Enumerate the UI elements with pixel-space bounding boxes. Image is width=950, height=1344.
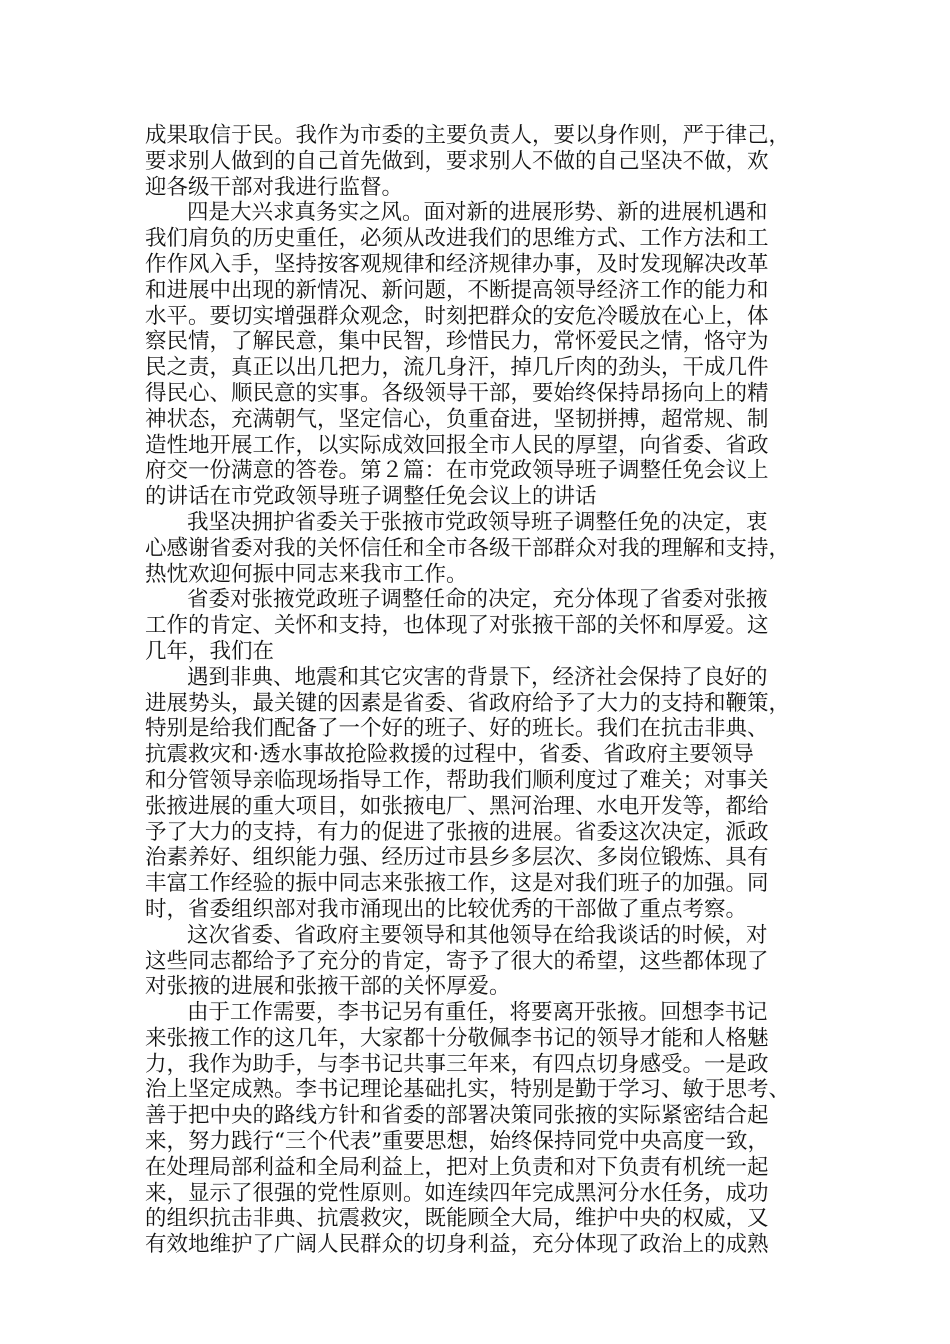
paragraph-first-line: 我坚决拥护省委关于张掖市党政领导班子调整任免的决定，衷 [187, 509, 768, 535]
paragraph-first-line: 遇到非典、地震和其它灾害的背景下，经济社会保持了良好的 [187, 664, 768, 690]
text-line: 和分管领导亲临现场指导工作，帮助我们顺利度过了难关；对事关 [145, 767, 769, 793]
text-line: 予了大力的支持，有力的促进了张掖的进展。省委这次决定，派政 [145, 819, 769, 845]
paragraph-first-line: 四是大兴求真务实之风。面对新的进展形势、新的进展机遇和 [187, 200, 768, 226]
text-line: 治上坚定成熟。李书记理论基础扎实，特别是勤于学习、敏于思考、 [145, 1077, 791, 1103]
paragraph-first-line: 省委对张掖党政班子调整任命的决定，充分体现了省委对张掖 [187, 587, 768, 613]
document-page [145, 123, 805, 1258]
text-line: 水平。要切实增强群众观念，时刻把群众的安危冷暖放在心上，体 [145, 303, 769, 329]
text-line: 工作的肯定、关怀和支持，也体现了对张掖干部的关怀和厚爱。这 [145, 613, 769, 639]
text-line: 来，努力践行“三个代表”重要思想，始终保持同党中央高度一致， [145, 1129, 769, 1155]
paragraph-first-line: 由于工作需要，李书记另有重任，将要离开张掖。回想李书记 [187, 1000, 768, 1026]
text-line: 成果取信于民。我作为市委的主要负责人，要以身作则，严于律己， [145, 123, 791, 148]
text-line: 造性地开展工作，以实际成效回报全市人民的厚望，向省委、省政 [145, 432, 769, 458]
text-line: 的讲话在市党政领导班子调整任免会议上的讲话 [145, 484, 597, 510]
text-line: 来张掖工作的这几年，大家都十分敬佩李书记的领导才能和人格魅 [145, 1025, 769, 1051]
text-line: 进展势头，最关键的因素是省委、省政府给予了大力的支持和鞭策， [145, 690, 791, 716]
text-line: 几年，我们在 [145, 638, 275, 664]
text-line: 在处理局部利益和全局利益上，把对上负责和对下负责有机统一起 [145, 1154, 769, 1180]
text-line: 来，显示了很强的党性原则。如连续四年完成黑河分水任务，成功 [145, 1180, 769, 1206]
text-line: 的组织抗击非典、抗震救灾，既能顾全大局，维护中央的权威，又 [145, 1206, 769, 1232]
text-line: 张掖进展的重大项目，如张掖电厂、黑河治理、水电开发等，都给 [145, 793, 769, 819]
text-line: 神状态，充满朝气，坚定信心，负重奋进，坚韧拼搏，超常规、制 [145, 406, 769, 432]
text-line: 要求别人做到的自己首先做到，要求别人不做的自己坚决不做，欢 [145, 148, 769, 174]
text-line: 治素养好、组织能力强、经历过市县乡多层次、多岗位锻炼、具有 [145, 845, 769, 871]
text-line: 抗震救灾和·透水事故抢险救援的过程中，省委、省政府主要领导 [145, 742, 754, 768]
text-line: 作作风入手，坚持按客观规律和经济规律办事，及时发现解决改革 [145, 251, 769, 277]
text-line: 力，我作为助手，与李书记共事三年来，有四点切身感受。一是政 [145, 1051, 769, 1077]
text-line: 察民情，了解民意，集中民智，珍惜民力，常怀爱民之情，恪守为 [145, 329, 769, 355]
text-line: 时，省委组织部对我市涌现出的比较优秀的干部做了重点考察。 [145, 896, 748, 922]
text-line: 热忱欢迎何振中同志来我市工作。 [145, 561, 468, 587]
text-line: 得民心、顺民意的实事。各级领导干部，要始终保持昂扬向上的精 [145, 380, 769, 406]
text-line: 民之责，真正以出几把力，流几身汗，掉几斤肉的劲头，干成几件 [145, 355, 769, 381]
text-line: 有效地维护了广阔人民群众的切身利益，充分体现了政治上的成熟 [145, 1232, 769, 1258]
text-line: 丰富工作经验的振中同志来张掖工作，这是对我们班子的加强。同 [145, 871, 769, 897]
text-line: 心感谢省委对我的关怀信任和全市各级干部群众对我的理解和支持， [145, 535, 791, 561]
text-line: 迎各级干部对我进行监督。 [145, 174, 404, 200]
text-line: 善于把中央的路线方针和省委的部署决策同张掖的实际紧密结合起 [145, 1103, 769, 1129]
text-line: 特别是给我们配备了一个好的班子、好的班长。我们在抗击非典、 [145, 716, 769, 742]
text-line: 这些同志都给予了充分的肯定，寄予了很大的希望，这些都体现了 [145, 948, 769, 974]
text-line: 我们肩负的历史重任，必须从改进我们的思维方式、工作方法和工 [145, 226, 769, 252]
text-line: 府交一份满意的答卷。第２篇：在市党政领导班子调整任免会议上 [145, 458, 769, 484]
paragraph-first-line: 这次省委、省政府主要领导和其他领导在给我谈话的时候，对 [187, 922, 768, 948]
text-line: 对张掖的进展和张掖干部的关怀厚爱。 [145, 974, 511, 1000]
text-line: 和进展中出现的新情况、新问题，不断提高领导经济工作的能力和 [145, 277, 769, 303]
